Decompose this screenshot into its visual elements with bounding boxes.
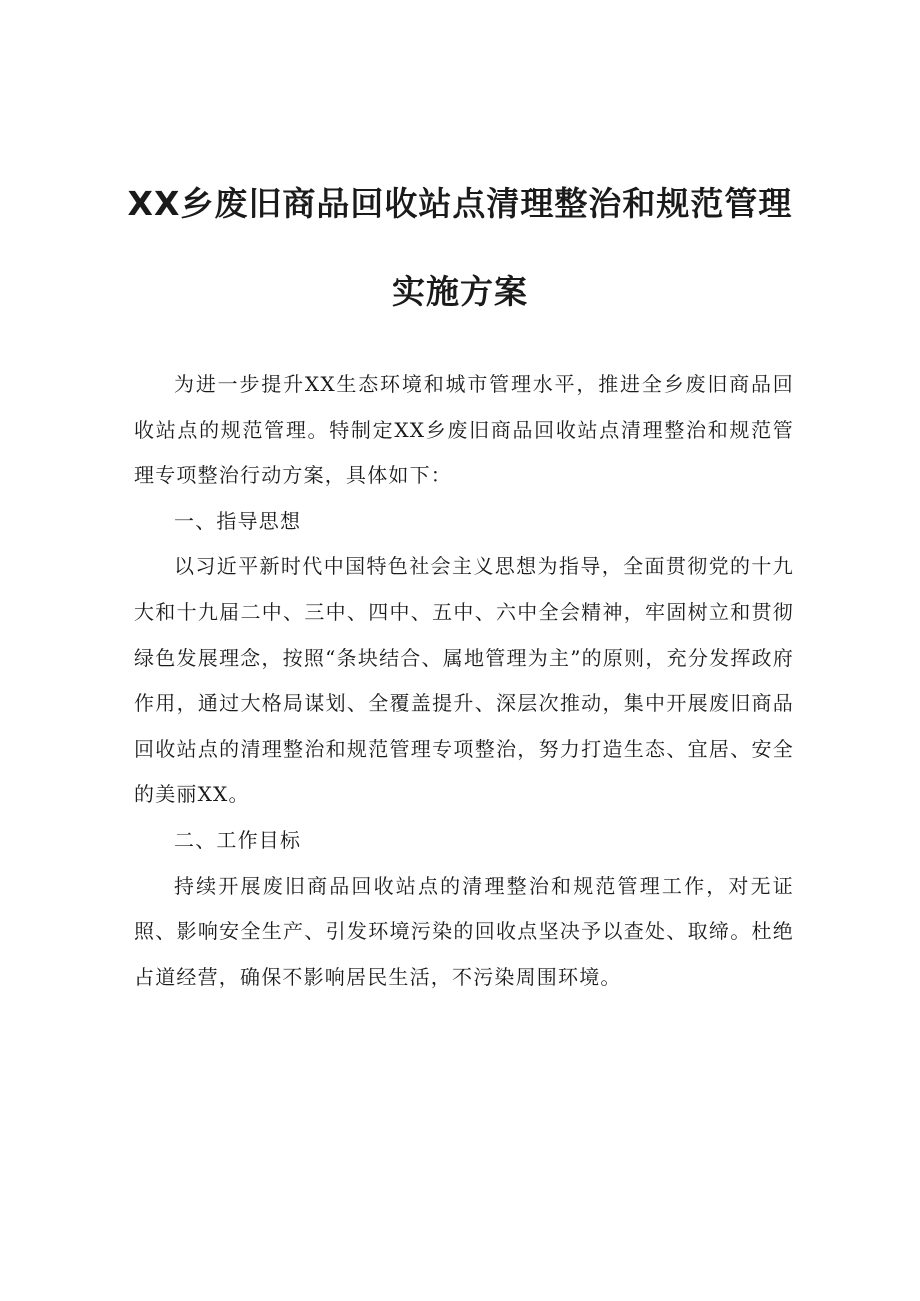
section-heading-work-goals: 二、工作目标 <box>174 827 302 852</box>
document-title-line-1: XX乡废旧商品回收站点清理整治和规范管理 <box>127 184 793 223</box>
intro-paragraph: 为进一步提升XX生态环境和城市管理水平，推进全乡废旧商品回收站点的规范管理。特制定XX乡废旧商品回收站点清理整治和规范管理专项整治行动方案，具体如下： <box>134 372 794 488</box>
section-heading-guiding-ideology: 一、指导思想 <box>174 508 302 533</box>
document-title-line-2: 实施方案 <box>392 272 528 311</box>
document-body <box>134 362 794 1000</box>
section-paragraph-work-goals: 持续开展废旧商品回收站点的清理整治和规范管理工作，对无证照、影响安全生产、引发环境污染的回收点坚决予以查处、取缔。杜绝占道经营，确保不影响居民生活，不污染周围环境。 <box>134 873 794 989</box>
section-paragraph-guiding-ideology: 以习近平新时代中国特色社会主义思想为指导，全面贯彻党的十九大和十九届二中、三中、四中、五中、六中全会精神，牢固树立和贯彻绿色发展理念，按照“条块结合、属地管理为主”的原则，充分发挥政府作用，通过大格局谋划、全覆盖提升、深层次推动，集中开展废旧商品回收站点的清理整治和规范管理专项整治，努力打造生态、宜居、安全的美丽XX。 <box>134 554 794 807</box>
